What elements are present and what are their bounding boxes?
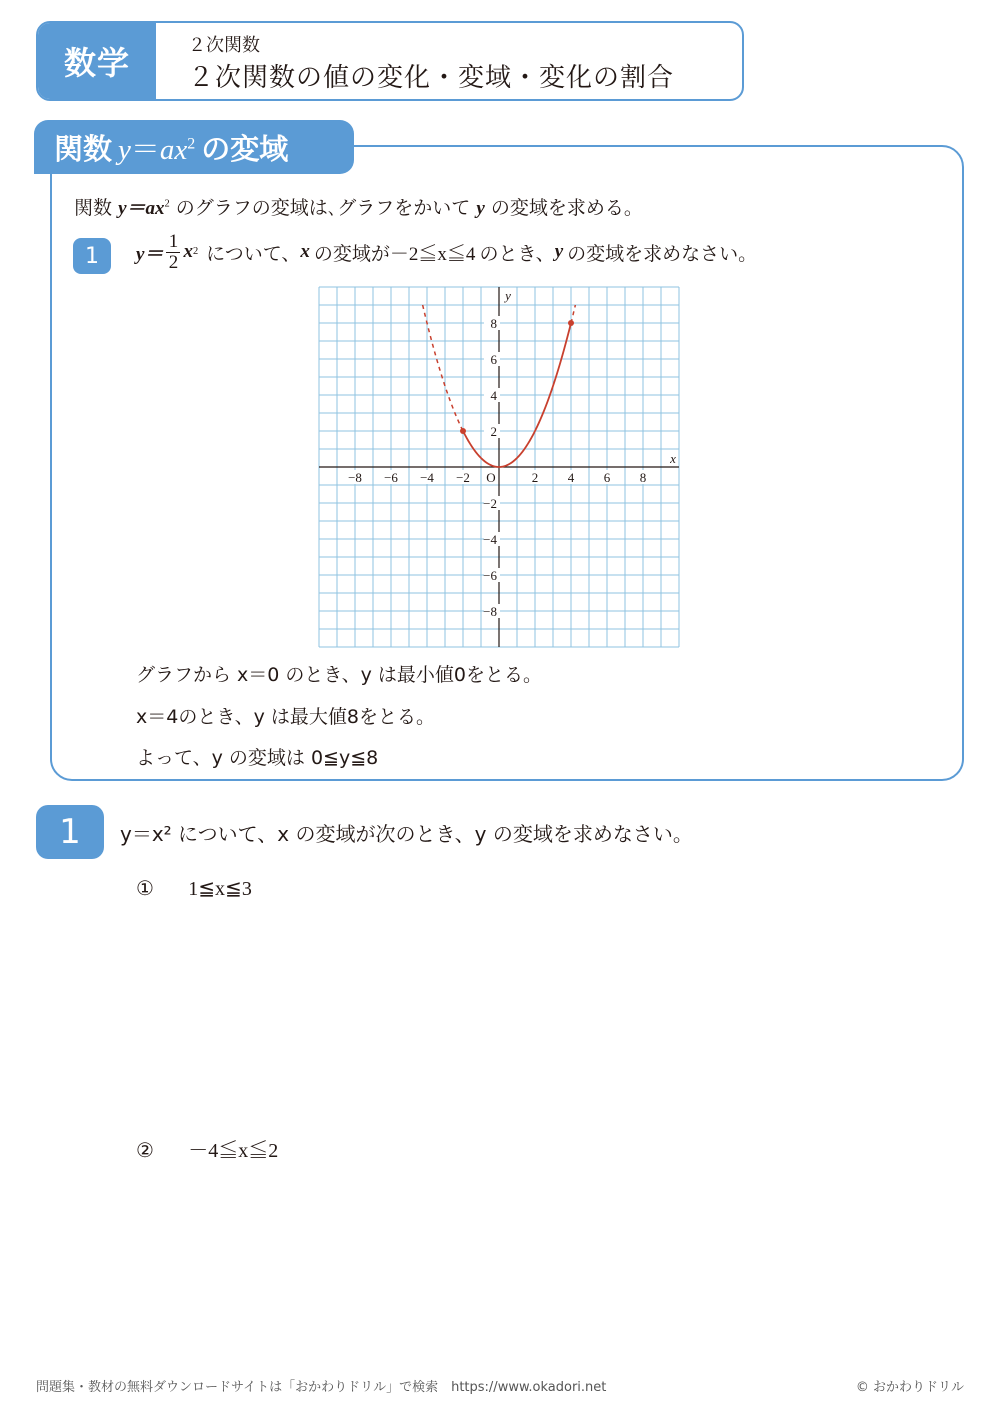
sub-marker: ① <box>136 876 154 900</box>
tab-suffix: の変域 <box>201 131 289 166</box>
example-question: y＝ $\frac{1}{2}$ x 2 について、 x の変域が －2≦x≦4 のとき、 y の変域を求めなさい。 <box>136 231 758 273</box>
y-tick-label: −2 <box>483 496 497 511</box>
fraction: $\frac{1}{2}$ <box>166 232 180 273</box>
problem-text: y＝x² について、x の変域が次のとき、y の変域を求めなさい。 <box>120 822 693 846</box>
sub-question-1 <box>136 876 252 901</box>
worksheet-header <box>36 21 744 101</box>
x-tick-label: −6 <box>384 470 398 485</box>
endpoint-marker <box>568 320 574 326</box>
tab-formula: $y=ax^2$ <box>118 133 196 166</box>
x-tick-label: −2 <box>456 470 470 485</box>
y-tick-label: 2 <box>490 424 497 439</box>
sub-condition: －4≦x≦2 <box>188 1140 279 1162</box>
problem-number-badge: 1 <box>36 805 104 859</box>
explanation-intro: 関数 $y=ax^2$ のグラフの変域は､グラフをかいて y の変域を求める。 <box>74 197 643 219</box>
example-number-badge: 1 <box>73 238 111 274</box>
y-tick-label: 6 <box>490 352 497 367</box>
footer-note: 問題集・教材の無料ダウンロードサイトは「おかわりドリル」で検索 https://www.okadori.net <box>36 1380 607 1395</box>
x-tick-label: 6 <box>603 470 611 485</box>
sub-condition: 1≦x≦3 <box>188 878 252 900</box>
solution-line-2: x＝4のとき、y は最大値8をとる。 <box>136 706 435 728</box>
solution-line-3: よって、y の変域は 0≦y≦8 <box>136 747 379 769</box>
subject-label: 数学 <box>38 23 156 99</box>
x-tick-label: 4 <box>567 470 575 485</box>
x-axis-label: x <box>670 451 676 466</box>
explanation-tab <box>34 120 354 174</box>
copyright: © おかわりドリル <box>855 1380 964 1395</box>
y-tick-label: −8 <box>483 604 497 619</box>
y-tick-label: 8 <box>490 316 497 331</box>
unit-label: ２次関数 <box>188 35 260 56</box>
parabola-graph <box>318 286 680 648</box>
x-tick-label: 8 <box>639 470 647 485</box>
y-tick-label: −6 <box>483 568 497 583</box>
x-tick-label: −8 <box>348 470 362 485</box>
y-tick-label: −4 <box>483 532 497 547</box>
x-tick-label: 2 <box>531 470 539 485</box>
x-tick-label: −4 <box>420 470 434 485</box>
y-axis-label: y <box>505 288 511 303</box>
tab-prefix: 関数 <box>54 131 113 166</box>
y-tick-label: 4 <box>490 388 497 403</box>
solution-line-1: グラフから x＝0 のとき、y は最小値0をとる。 <box>136 664 543 686</box>
page-title: ２次関数の値の変化・変域・変化の割合 <box>188 63 675 93</box>
sub-question-2 <box>136 1134 278 1163</box>
sub-marker: ② <box>136 1138 154 1162</box>
endpoint-marker <box>460 428 466 434</box>
curve-dashed-left <box>423 305 463 431</box>
origin-label: O <box>486 470 496 485</box>
